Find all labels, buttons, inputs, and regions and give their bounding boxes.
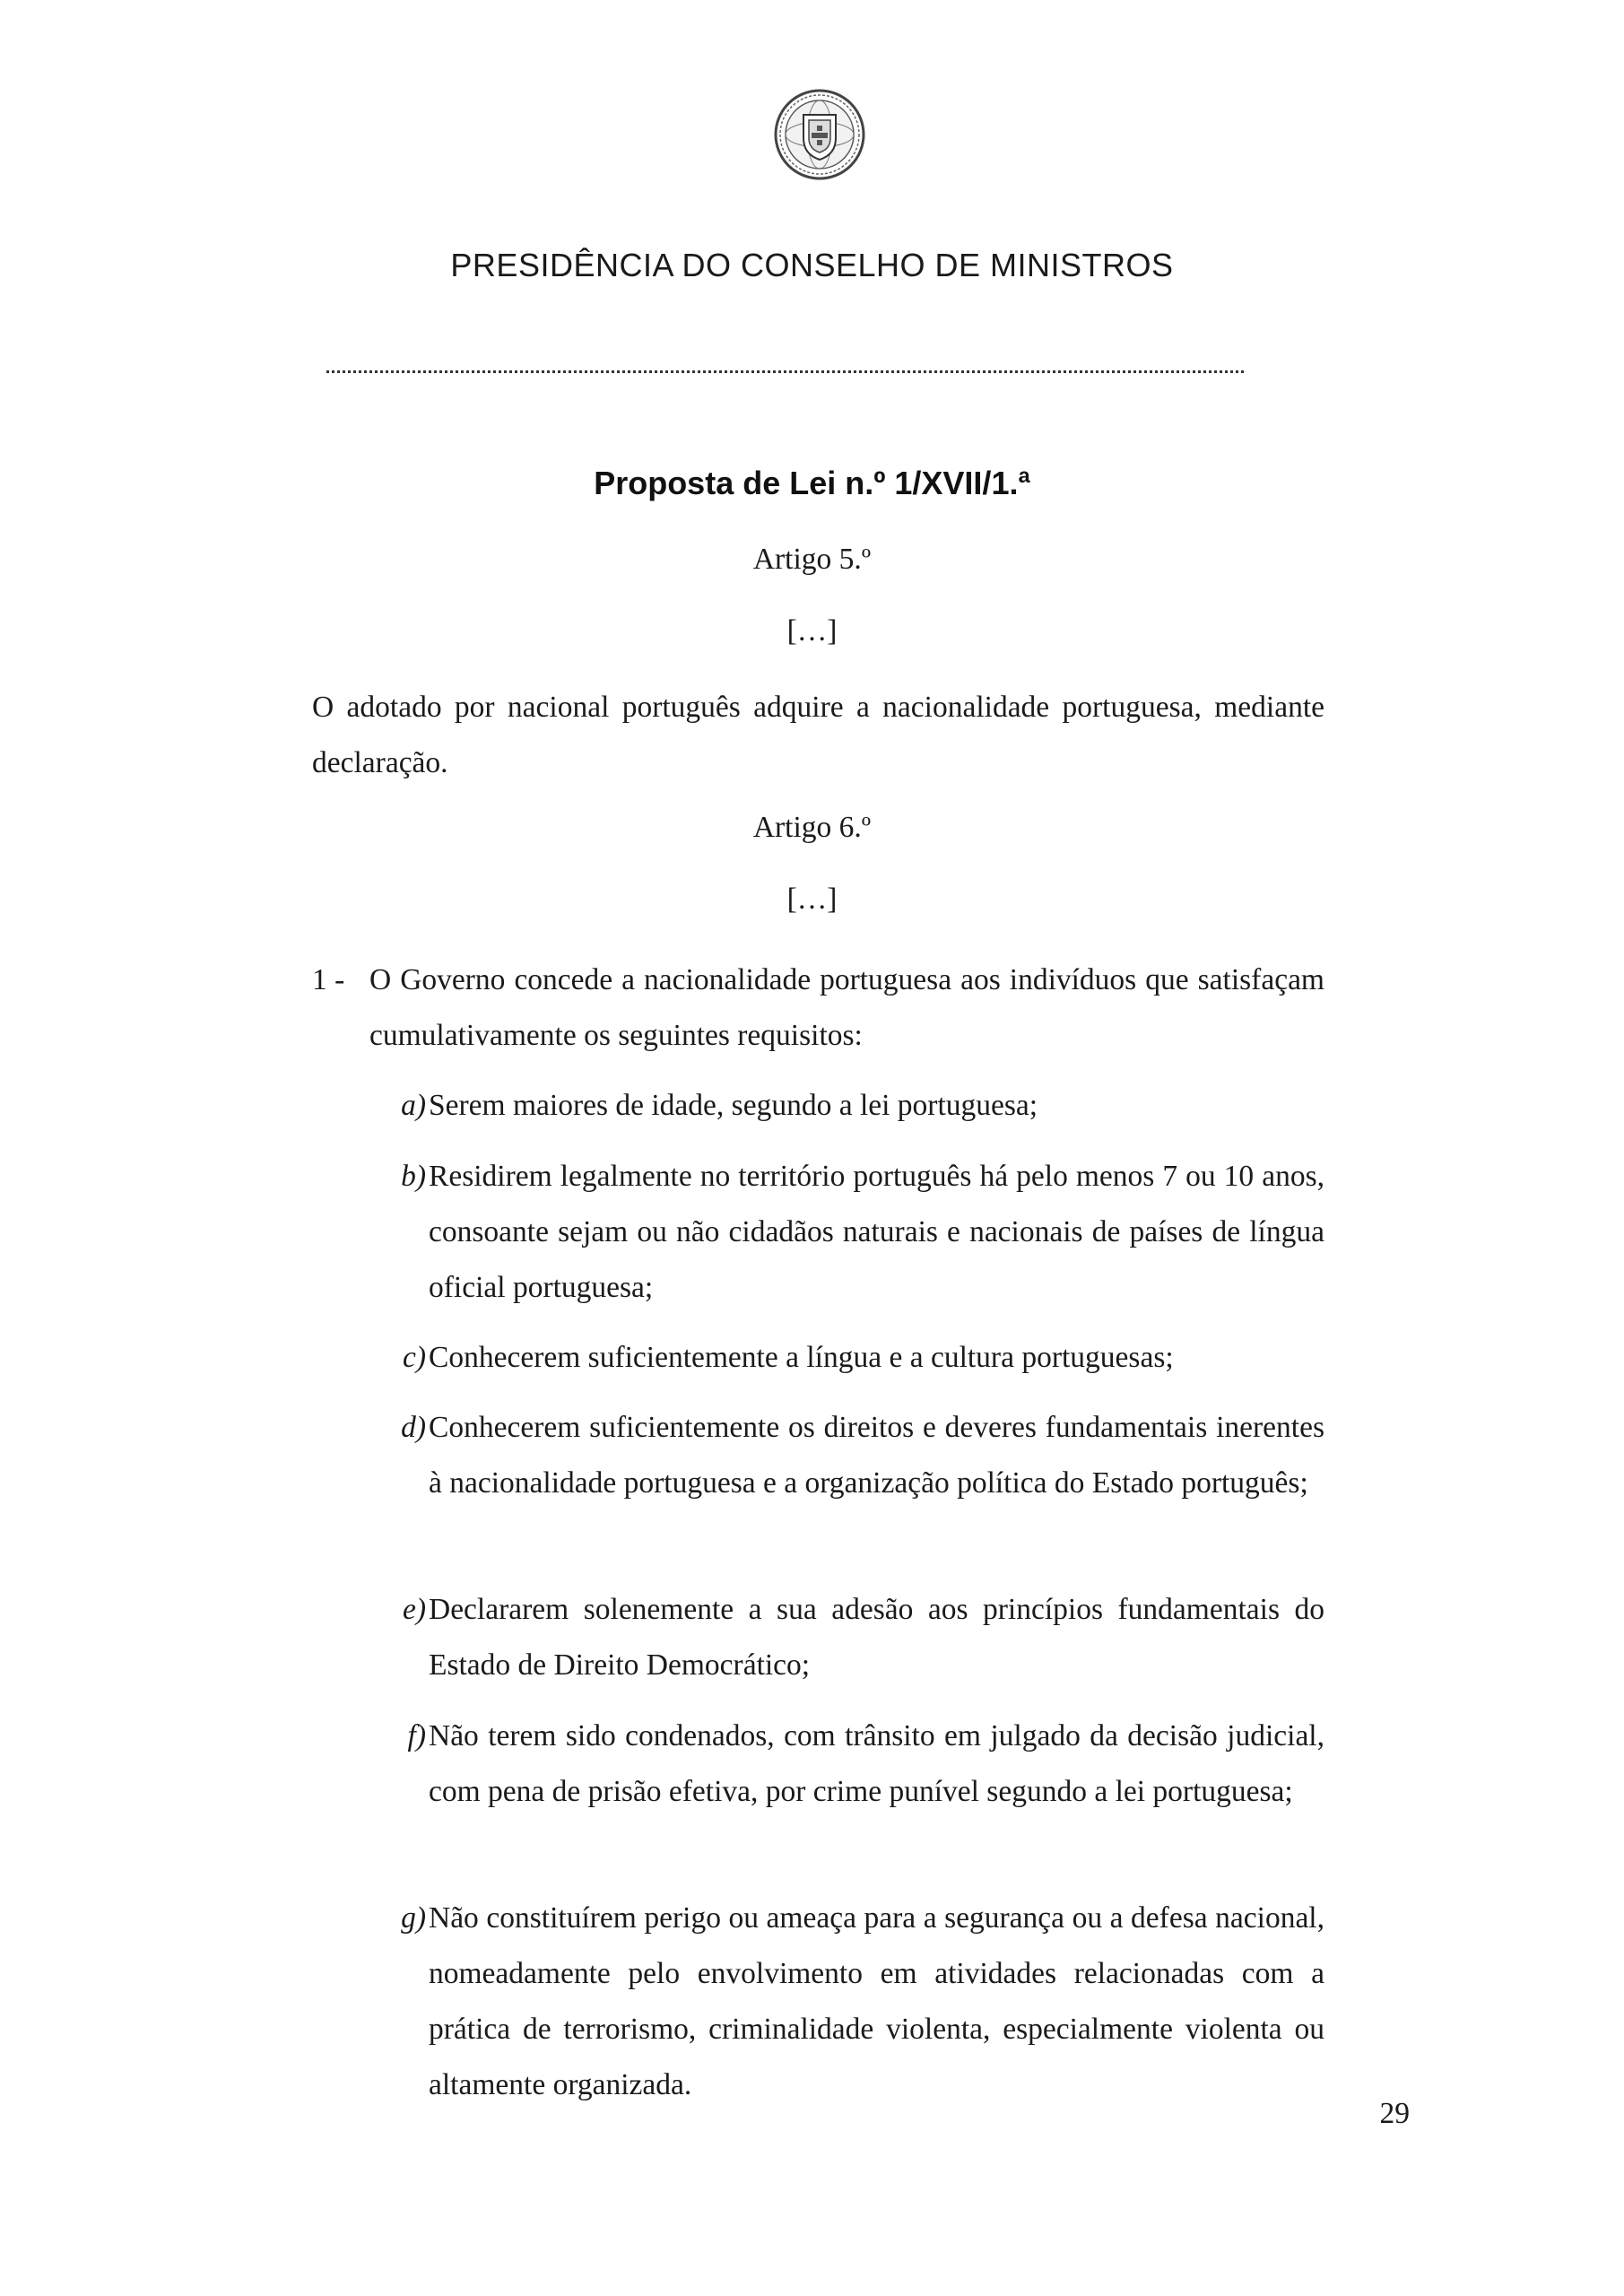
article-5-paragraph: O adotado por nacional português adquire a nacionalidade portuguesa, mediante declaração. [312, 691, 1324, 779]
list-item-text: Conhecerem suficientemente os direitos e deveres fundamentais inerentes à nacionalidade portuguesa e a organização política do Estado português; [429, 1411, 1324, 1500]
article-6-heading: Artigo 6.º [752, 811, 872, 844]
list-item-text: Serem maiores de idade, segundo a lei portuguesa; [429, 1089, 1038, 1122]
list-item-text: Residirem legalmente no território português há pelo menos 7 ou 10 anos, consoante sejam ou não cidadãos naturais e nacionais de países de língua oficial portuguesa; [429, 1160, 1324, 1304]
list-item-text: Declararem solenemente a sua adesão aos princípios fundamentais do Estado de Direito Democrático; [429, 1593, 1324, 1682]
clause-1-text [369, 952, 1324, 1064]
article-6-bracket: […] [786, 883, 838, 916]
article-5-bracket: […] [786, 614, 838, 648]
list-item-letter: g) [401, 1901, 426, 1935]
list-item-text: Conhecerem suficientemente a língua e a cultura portuguesas; [429, 1341, 1174, 1374]
list-item-text: Não constituírem perigo ou ameaça para a segurança ou a defesa nacional, nomeadamente pelo envolvimento em atividades relacionadas com a prática de terrorismo, criminalidade violenta, especialmente violenta ou altamente organizada. [429, 1901, 1324, 2101]
list-item-letter: a) [401, 1089, 426, 1122]
proposal-title: Proposta de Lei n.º 1/XVII/1.ª [594, 465, 1030, 501]
list-item-letter: e) [402, 1593, 426, 1626]
list-item-letter: c) [402, 1341, 426, 1374]
list-item-letter: f) [407, 1719, 426, 1752]
clause-1-text-content: O Governo concede a nacionalidade portuguesa aos indivíduos que satisfaçam cumulativamente os seguintes requisitos: [369, 963, 1324, 1052]
list-item-letter: d) [401, 1411, 426, 1444]
page-number: 29 [1379, 2097, 1410, 2130]
portuguese-coat-of-arms-icon [773, 88, 866, 181]
clause-1-number: 1 - [312, 963, 345, 996]
header-divider [326, 370, 1244, 373]
list-item-letter: b) [401, 1160, 426, 1193]
header-title: PRESIDÊNCIA DO CONSELHO DE MINISTROS [450, 247, 1174, 283]
list-item-text: Não terem sido condenados, com trânsito em julgado da decisão judicial, com pena de prisão efetiva, por crime punível segundo a lei portuguesa; [429, 1719, 1324, 1808]
article-5-heading: Artigo 5.º [752, 543, 872, 576]
